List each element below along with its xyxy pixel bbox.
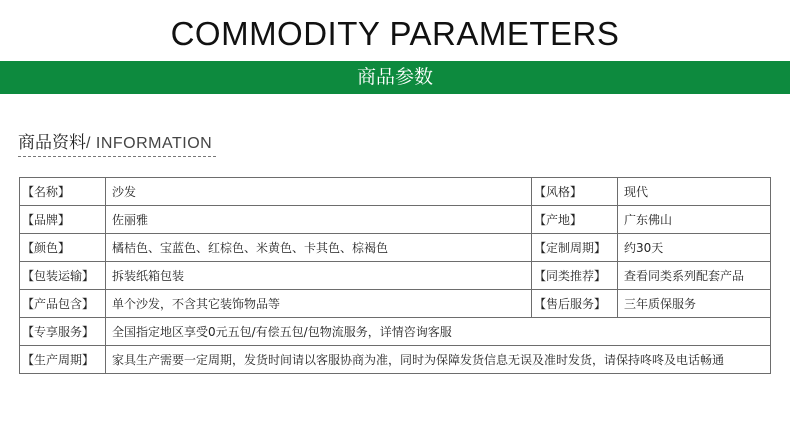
param-value: 沙发 [106,178,532,206]
param-label: 【定制周期】 [532,234,618,262]
info-heading-en: / INFORMATION [86,135,213,152]
param-label: 【生产周期】 [20,346,106,374]
param-value: 全国指定地区享受0元五包/有偿五包/包物流服务，详情咨询客服 [106,318,771,346]
param-label: 【同类推荐】 [532,262,618,290]
param-label: 【售后服务】 [532,290,618,318]
param-label: 【名称】 [20,178,106,206]
param-label: 【产品包含】 [20,290,106,318]
param-value: 橘桔色、宝蓝色、红棕色、米黄色、卡其色、棕褐色 [106,234,532,262]
param-value: 现代 [618,178,771,206]
table-row [20,234,771,262]
section-banner: 商品参数 [0,61,790,94]
param-label: 【品牌】 [20,206,106,234]
info-heading-cn: 商品资料 [18,133,86,153]
param-value: 广东佛山 [618,206,771,234]
table-row [20,346,771,374]
page-title: COMMODITY PARAMETERS [170,15,620,52]
param-value: 家具生产需要一定周期，发货时间请以客服协商为准，同时为保障发货信息无误及准时发货，请保持咚咚及电话畅通 [106,346,771,374]
param-value: 约30天 [618,234,771,262]
param-label: 【包装运输】 [20,262,106,290]
info-section-heading [18,130,216,157]
table-row [20,262,771,290]
table-row [20,290,771,318]
table-row [20,318,771,346]
parameters-table [19,177,771,374]
param-value: 查看同类系列配套产品 [618,262,771,290]
param-value: 拆装纸箱包装 [106,262,532,290]
param-value: 单个沙发，不含其它装饰物品等 [106,290,532,318]
param-label: 【专享服务】 [20,318,106,346]
table-row [20,178,771,206]
table-row [20,206,771,234]
param-value: 佐丽雅 [106,206,532,234]
param-label: 【产地】 [532,206,618,234]
param-label: 【风格】 [532,178,618,206]
param-value: 三年质保服务 [618,290,771,318]
param-label: 【颜色】 [20,234,106,262]
